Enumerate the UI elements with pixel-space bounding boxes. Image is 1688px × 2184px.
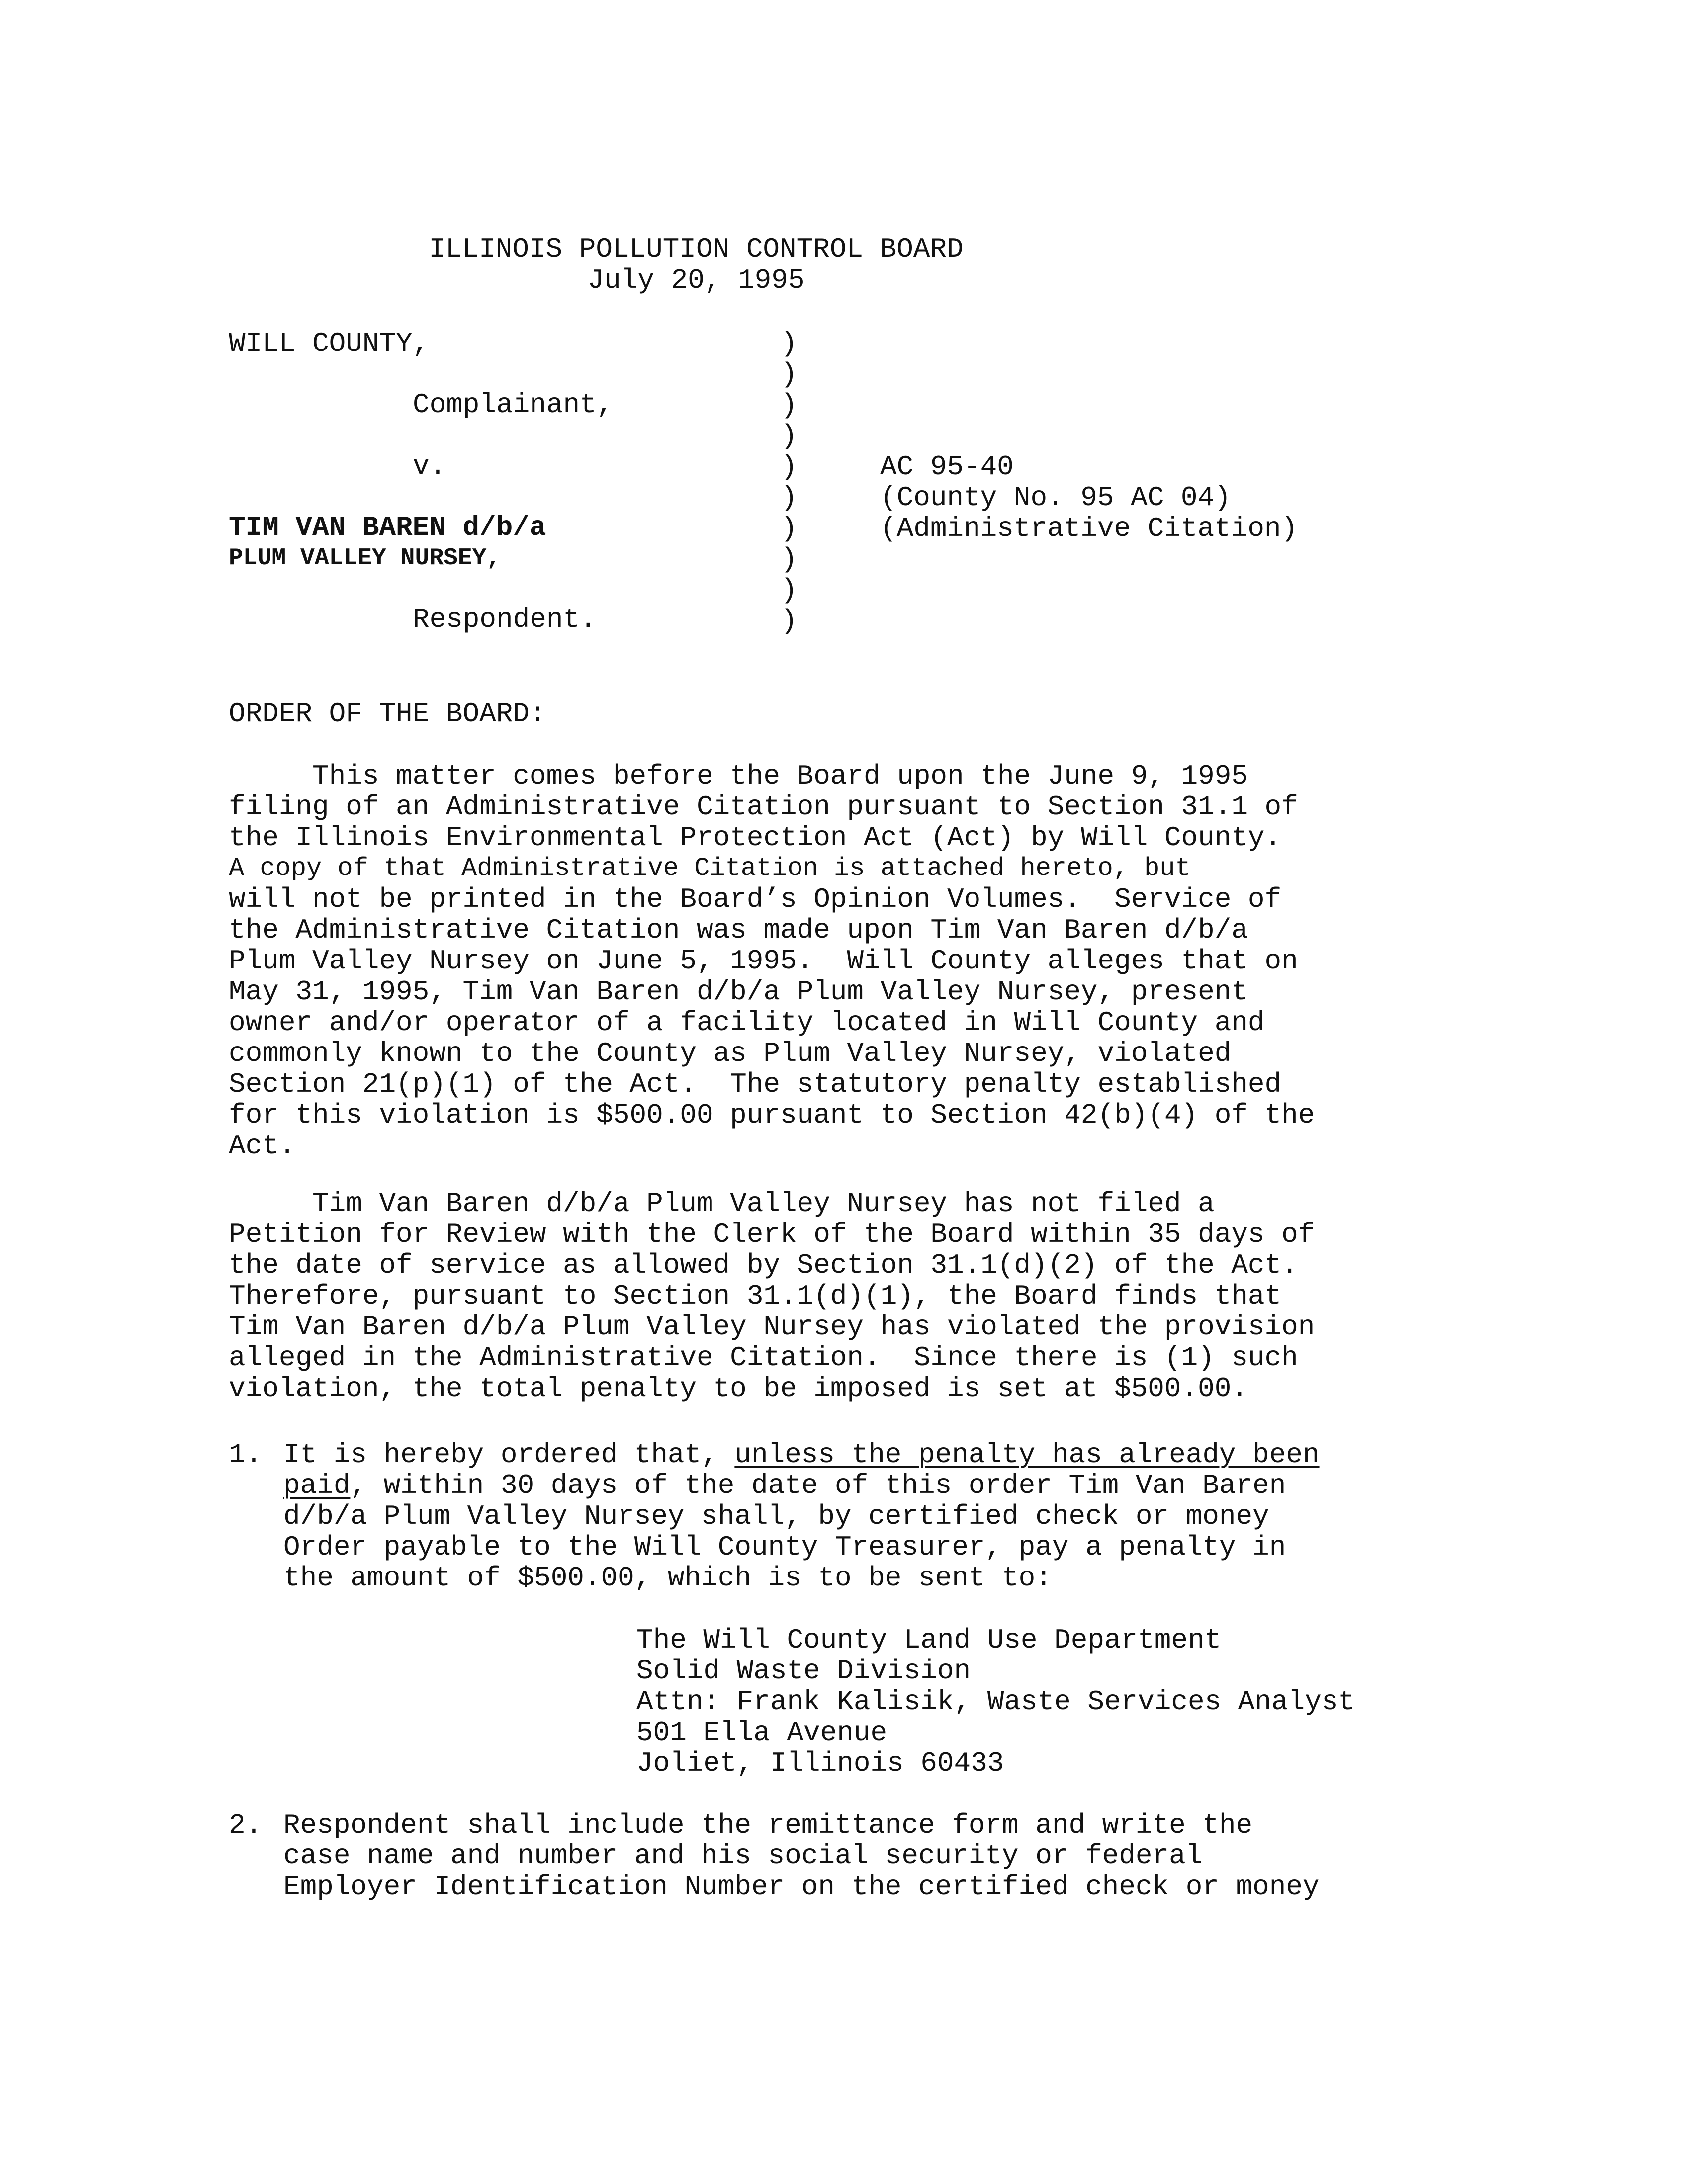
county-number: (County No. 95 AC 04) bbox=[880, 482, 1231, 514]
text-line: May 31, 1995, Tim Van Baren d/b/a Plum Valley Nursey, present bbox=[229, 976, 1248, 1008]
paren: ) bbox=[781, 389, 798, 421]
item-text: , within 30 days of the date of this order Tim Van Baren bbox=[350, 1470, 1286, 1501]
paren: ) bbox=[781, 605, 798, 637]
text-line: Section 21(p)(1) of the Act. The statutory penalty established bbox=[229, 1068, 1282, 1100]
paragraph-1 bbox=[229, 761, 1472, 1161]
text-line: Petition for Review with the Clerk of the Board within 35 days of bbox=[229, 1219, 1315, 1250]
text-line: Tim Van Baren d/b/a Plum Valley Nursey has not filed a bbox=[229, 1188, 1215, 1220]
paren: ) bbox=[781, 574, 798, 606]
paren: ) bbox=[781, 513, 798, 544]
item-number: 2. bbox=[229, 1809, 263, 1841]
text-line: the Administrative Citation was made upon Tim Van Baren d/b/a bbox=[229, 914, 1248, 946]
respondent-role: Respondent. bbox=[413, 604, 597, 635]
paren: ) bbox=[781, 543, 798, 575]
text-line: Therefore, pursuant to Section 31.1(d)(1), the Board finds that bbox=[229, 1280, 1282, 1312]
address-line: Solid Waste Division bbox=[636, 1655, 971, 1687]
item-line: d/b/a Plum Valley Nursey shall, by certified check or money bbox=[283, 1500, 1269, 1532]
text-line: Act. bbox=[229, 1130, 296, 1162]
paren: ) bbox=[781, 420, 798, 452]
text-line: for this violation is $500.00 pursuant to Section 42(b)(4) of the bbox=[229, 1099, 1315, 1131]
text-line: the Illinois Environmental Protection Act (Act) by Will County. bbox=[229, 822, 1282, 854]
text-line: violation, the total penalty to be imposed is set at $500.00. bbox=[229, 1373, 1248, 1404]
item-line: case name and number and his social security or federal bbox=[283, 1840, 1203, 1872]
text-line: filing of an Administrative Citation pursuant to Section 31.1 of bbox=[229, 791, 1298, 823]
underlined-text: paid bbox=[283, 1470, 351, 1501]
text-line: the date of service as allowed by Section 31.1(d)(2) of the Act. bbox=[229, 1249, 1298, 1281]
text-line: Plum Valley Nursey on June 5, 1995. Will County alleges that on bbox=[229, 945, 1298, 977]
address-line: Joliet, Illinois 60433 bbox=[636, 1747, 1004, 1779]
text-line: A copy of that Administrative Citation is attached hereto, but bbox=[229, 854, 1191, 883]
paren: ) bbox=[781, 451, 798, 483]
complainant-name: WILL COUNTY, bbox=[229, 328, 430, 359]
item-line: Order payable to the Will County Treasurer, pay a penalty in bbox=[283, 1531, 1286, 1563]
address-line: The Will County Land Use Department bbox=[636, 1624, 1222, 1656]
paren: ) bbox=[781, 482, 798, 514]
respondent-name-line2: PLUM VALLEY NURSEY, bbox=[229, 545, 501, 572]
text-line: Tim Van Baren d/b/a Plum Valley Nursey has violated the provision bbox=[229, 1311, 1315, 1343]
underlined-text: unless the penalty has already been bbox=[734, 1439, 1320, 1471]
paren: ) bbox=[781, 328, 798, 359]
text-line: This matter comes before the Board upon the June 9, 1995 bbox=[229, 760, 1248, 792]
address-line: 501 Ella Avenue bbox=[636, 1717, 888, 1748]
text-line: alleged in the Administrative Citation. Since there is (1) such bbox=[229, 1342, 1298, 1374]
item-number: 1. bbox=[229, 1439, 263, 1471]
respondent-name-line1: TIM VAN BAREN d/b/a bbox=[229, 512, 546, 543]
item-line: Respondent shall include the remittance form and write the bbox=[283, 1809, 1253, 1841]
paragraph-2 bbox=[229, 1188, 1472, 1404]
order-heading: ORDER OF THE BOARD: bbox=[229, 698, 546, 730]
text-line: commonly known to the County as Plum Valley Nursey, violated bbox=[229, 1038, 1232, 1069]
item-text: It is hereby ordered that, bbox=[283, 1439, 735, 1471]
order-date: July 20, 1995 bbox=[587, 264, 805, 296]
complainant-role: Complainant, bbox=[413, 389, 614, 421]
case-number: AC 95-40 bbox=[880, 451, 1014, 483]
item-line: the amount of $500.00, which is to be sent to: bbox=[283, 1562, 1052, 1594]
text-line: owner and/or operator of a facility located in Will County and bbox=[229, 1007, 1265, 1039]
item-line: Employer Identification Number on the certified check or money bbox=[283, 1871, 1320, 1903]
text-line: will not be printed in the Board’s Opinion Volumes. Service of bbox=[229, 883, 1282, 915]
item-line bbox=[283, 1470, 1286, 1501]
paren: ) bbox=[781, 358, 798, 390]
item-line bbox=[283, 1439, 1320, 1470]
address-line: Attn: Frank Kalisik, Waste Services Analyst bbox=[636, 1686, 1355, 1718]
board-name: ILLINOIS POLLUTION CONTROL BOARD bbox=[429, 233, 964, 265]
versus-label: v. bbox=[413, 450, 446, 482]
case-type: (Administrative Citation) bbox=[880, 513, 1298, 544]
